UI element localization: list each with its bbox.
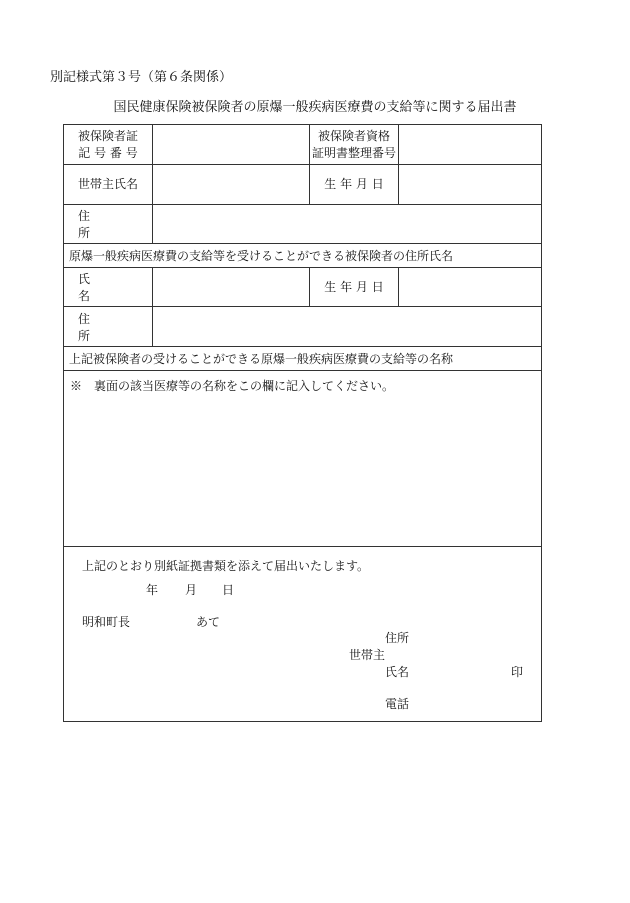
benefit-section-heading: 上記被保険者の受けることができる原爆一般疾病医療費の支給等の名称 (69, 352, 454, 366)
householder-address-label: 住 所 (78, 209, 139, 240)
benefit-section-row (64, 347, 541, 371)
recipient-label: 明和町長 (82, 615, 131, 629)
qualification-certificate-label (310, 125, 398, 164)
certificate-row (64, 125, 541, 165)
declaration-statement: 上記のとおり別紙証拠書類を添えて届出いたします。 (82, 559, 370, 573)
declaration-area (64, 547, 541, 721)
insured-name-label: 氏 名 (78, 272, 139, 303)
householder-address-row (64, 205, 541, 244)
insured-section-row (64, 244, 541, 268)
insured-name-field[interactable] (153, 268, 309, 306)
seal-mark: 印 (511, 665, 524, 679)
applicant-phone-label: 電話 (385, 697, 410, 711)
householder-dob-label: 生 年 月 日 (324, 177, 384, 191)
form-title: 国民健康保険被保険者の原爆一般疾病医療費の支給等に関する届出書 (113, 100, 517, 115)
insured-dob-label: 生 年 月 日 (324, 279, 384, 294)
insured-certificate-label-line1: 被保険者証 (77, 128, 138, 143)
date-day-label: 日 (222, 583, 235, 597)
insured-address-row (64, 307, 541, 347)
householder-row (64, 165, 541, 205)
date-year-label: 年 (146, 583, 159, 597)
form-number: 別記様式第３号（第６条関係） (50, 70, 233, 85)
applicant-address-label: 住所 (385, 631, 410, 645)
insured-certificate-number-field[interactable] (153, 125, 309, 164)
householder-dob-field[interactable] (399, 165, 541, 204)
applicant-householder-label: 世帯主 (349, 648, 386, 662)
qualification-certificate-number-field[interactable] (399, 125, 541, 164)
householder-name-field[interactable] (153, 165, 309, 204)
insured-section-heading: 原爆一般疾病医療費の支給等を受けることができる被保険者の住所氏名 (69, 249, 454, 263)
notification-form (63, 124, 542, 722)
insured-certificate-label (64, 125, 152, 164)
insured-address-label: 住 所 (78, 311, 139, 343)
benefit-note: ※ 裏面の該当医療等の名称をこの欄に記入してください。 (70, 379, 395, 393)
insured-address-field[interactable] (153, 307, 541, 346)
applicant-name-label: 氏名 (385, 665, 410, 679)
insured-dob-field[interactable] (399, 268, 541, 306)
householder-name-label: 世帯主氏名 (77, 177, 138, 191)
benefit-name-box[interactable] (64, 371, 541, 547)
qualification-certificate-label-line1: 被保険者資格 (317, 128, 390, 143)
insured-certificate-label-line2: 記 号 番 号 (78, 145, 138, 160)
recipient-suffix: あて (196, 615, 221, 629)
insured-row (64, 268, 541, 307)
date-month-label: 月 (185, 583, 198, 597)
qualification-certificate-label-line2: 証明書整理番号 (311, 145, 396, 160)
householder-address-field[interactable] (153, 205, 541, 243)
